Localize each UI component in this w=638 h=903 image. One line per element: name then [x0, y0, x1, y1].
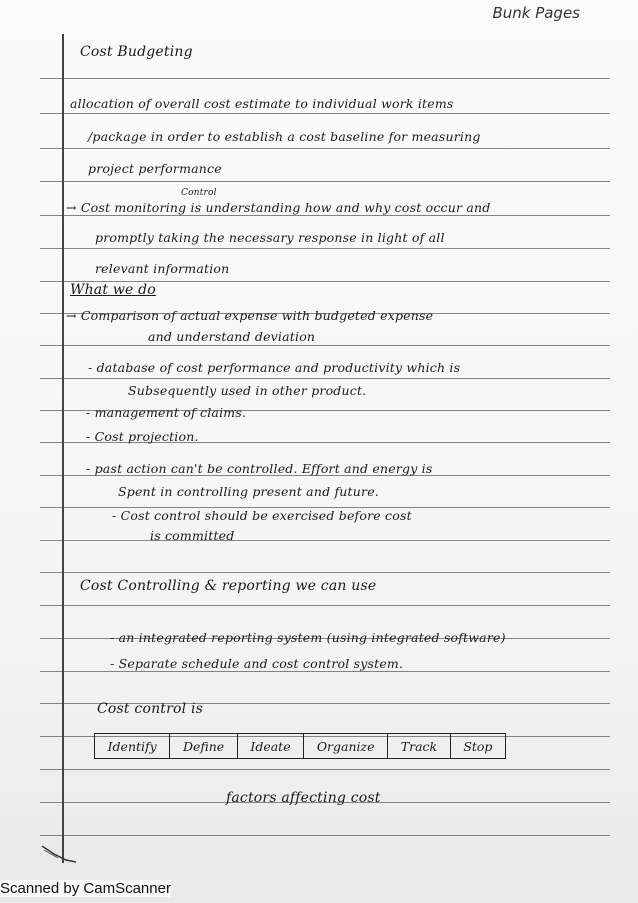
what-heading: What we do [70, 282, 156, 298]
reporting-item: - an integrated reporting system (using integrated software) [110, 630, 506, 645]
reporting-heading: Cost Controlling & reporting we can use [80, 578, 377, 594]
chain-step-identify: Identify [95, 734, 170, 758]
list-item: and understand deviation [148, 329, 316, 344]
chain-step-track: Track [388, 734, 451, 758]
definition-line: /package in order to establish a cost baseline for measuring [88, 129, 481, 144]
chain-step-organize: Organize [304, 734, 388, 758]
chain-label: Cost control is [97, 701, 204, 717]
chain-step-stop: Stop [463, 738, 493, 754]
definition-line: project performance [88, 161, 222, 176]
reporting-item: - Separate schedule and cost control system. [110, 656, 404, 671]
monitoring-line: → Cost monitoring is understanding how and why cost occur and [66, 200, 491, 215]
list-item: - Cost projection. [86, 429, 199, 444]
factors-heading: factors affecting cost [226, 790, 381, 806]
list-item: → Comparison of actual expense with budgeted expense [66, 308, 434, 323]
chain-step-ideate: Ideate [238, 734, 304, 758]
chain-step-define: Define [170, 734, 237, 758]
list-item: - Cost control should be exercised before cost [112, 508, 412, 523]
list-item: Spent in controlling present and future. [118, 484, 379, 499]
definition-line: allocation of overall cost estimate to individual work items [70, 96, 454, 111]
pen-scribble-icon [40, 842, 80, 864]
insertion-note: Control [181, 188, 217, 198]
list-item: is committed [150, 528, 235, 543]
margin-line [62, 34, 64, 863]
list-item: - database of cost performance and productivity which is [88, 360, 461, 375]
scanner-watermark: Scanned by CamScanner [0, 880, 171, 897]
brand-logo: Bunk Pages [492, 4, 580, 22]
cost-control-chain [94, 733, 506, 759]
monitoring-line: promptly taking the necessary response in light of all [95, 230, 445, 245]
list-item: - management of claims. [86, 405, 247, 420]
page-title: Cost Budgeting [80, 44, 193, 60]
monitoring-line: relevant information [95, 261, 230, 276]
list-item: - past action can't be controlled. Effort and energy is [86, 461, 433, 476]
list-item: Subsequently used in other product. [128, 383, 367, 398]
